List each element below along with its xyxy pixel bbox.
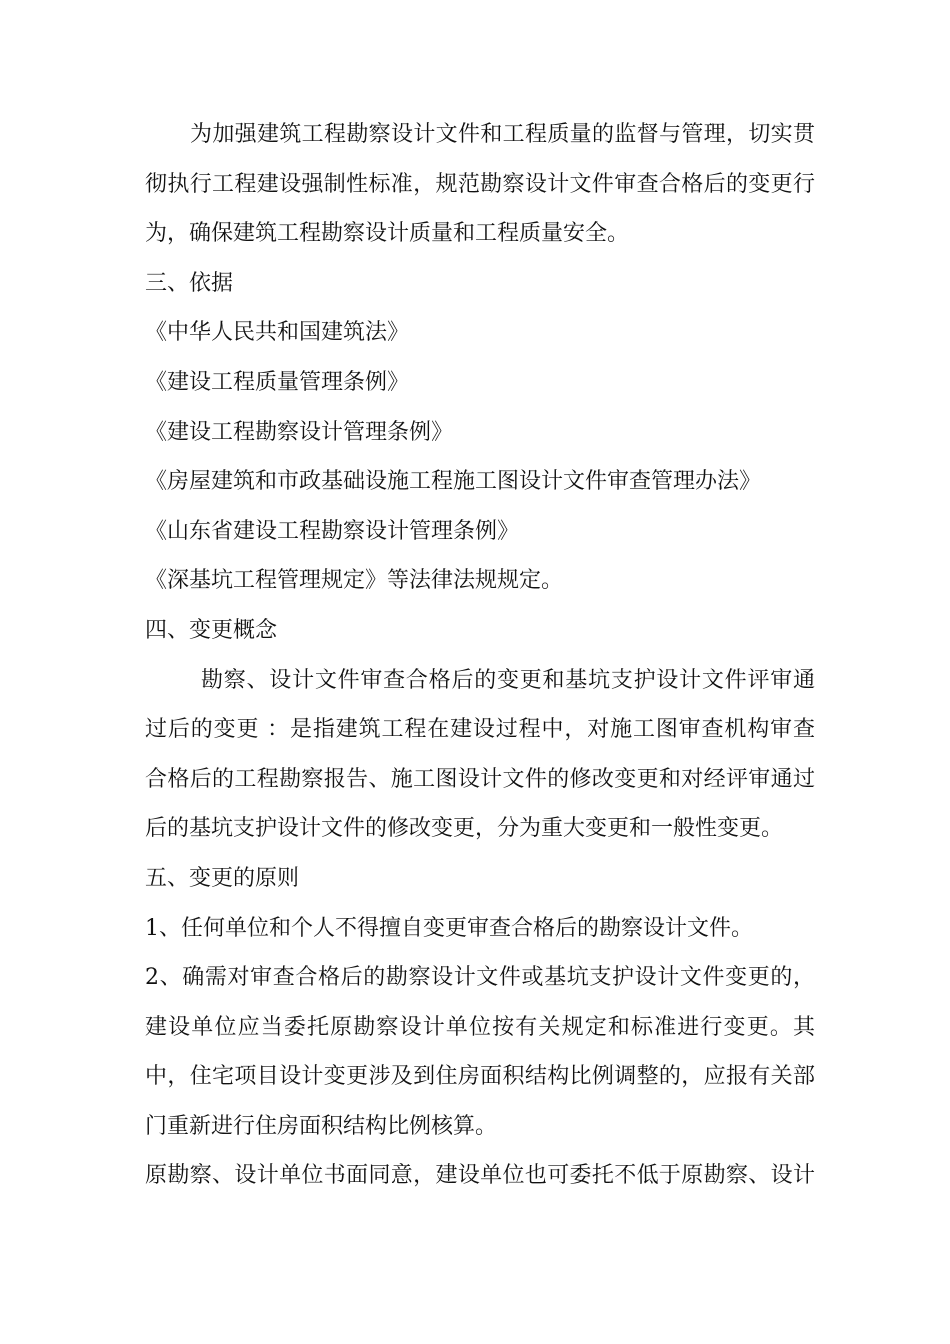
- principle-item-2-line-2: 建设单位应当委托原勘察设计单位按有关规定和标准进行变更。其: [145, 1014, 815, 1040]
- section-heading-concept: 四、变更概念: [145, 617, 278, 643]
- paragraph-consent-line-1: 原勘察、设计单位书面同意，建设单位也可委托不低于原勘察、设计: [145, 1163, 815, 1189]
- principle-item-2-line-3: 中，住宅项目设计变更涉及到住房面积结构比例调整的，应报有关部: [145, 1064, 815, 1090]
- paragraph-concept-line-3: 合格后的工程勘察报告、施工图设计文件的修改变更和对经评审通过: [145, 766, 815, 792]
- basis-law-item-3: 《建设工程勘察设计管理条例》: [145, 419, 454, 445]
- paragraph-purpose-line-1: 为加强建筑工程勘察设计文件和工程质量的监督与管理，切实贯: [190, 122, 815, 147]
- basis-law-item-6: 《深基坑工程管理规定》等法律法规规定。: [145, 568, 564, 594]
- principle-item-2-line-4: 门重新进行住房面积结构比例核算。: [145, 1113, 498, 1139]
- principle-item-2-line-1: 2、确需对审查合格后的勘察设计文件或基坑支护设计文件变更的，: [145, 965, 815, 991]
- basis-law-item-5: 《山东省建设工程勘察设计管理条例》: [145, 518, 520, 544]
- principle-item-1: 1、任何单位和个人不得擅自变更审查合格后的勘察设计文件。: [145, 915, 753, 941]
- basis-law-item-1: 《中华人民共和国建筑法》: [145, 320, 410, 346]
- basis-law-item-2: 《建设工程质量管理条例》: [145, 369, 410, 395]
- paragraph-concept-line-1: 勘察、设计文件审查合格后的变更和基坑支护设计文件评审通: [201, 667, 815, 693]
- section-heading-principles: 五、变更的原则: [145, 865, 300, 891]
- paragraph-purpose-line-2: 彻执行工程建设强制性标准，规范勘察设计文件审查合格后的变更行: [145, 171, 815, 197]
- paragraph-concept-line-2: 过后的变更 ：是指建筑工程在建设过程中，对施工图审查机构审查: [145, 717, 815, 743]
- paragraph-purpose-line-3: 为，确保建筑工程勘察设计质量和工程质量安全。: [145, 221, 630, 247]
- paragraph-concept-line-4: 后的基坑支护设计文件的修改变更，分为重大变更和一般性变更。: [145, 816, 784, 842]
- section-heading-basis: 三、依据: [145, 270, 234, 296]
- body-text: [145, 110, 815, 1201]
- basis-law-item-4: 《房屋建筑和市政基础设施工程施工图设计文件审查管理办法》: [145, 469, 762, 495]
